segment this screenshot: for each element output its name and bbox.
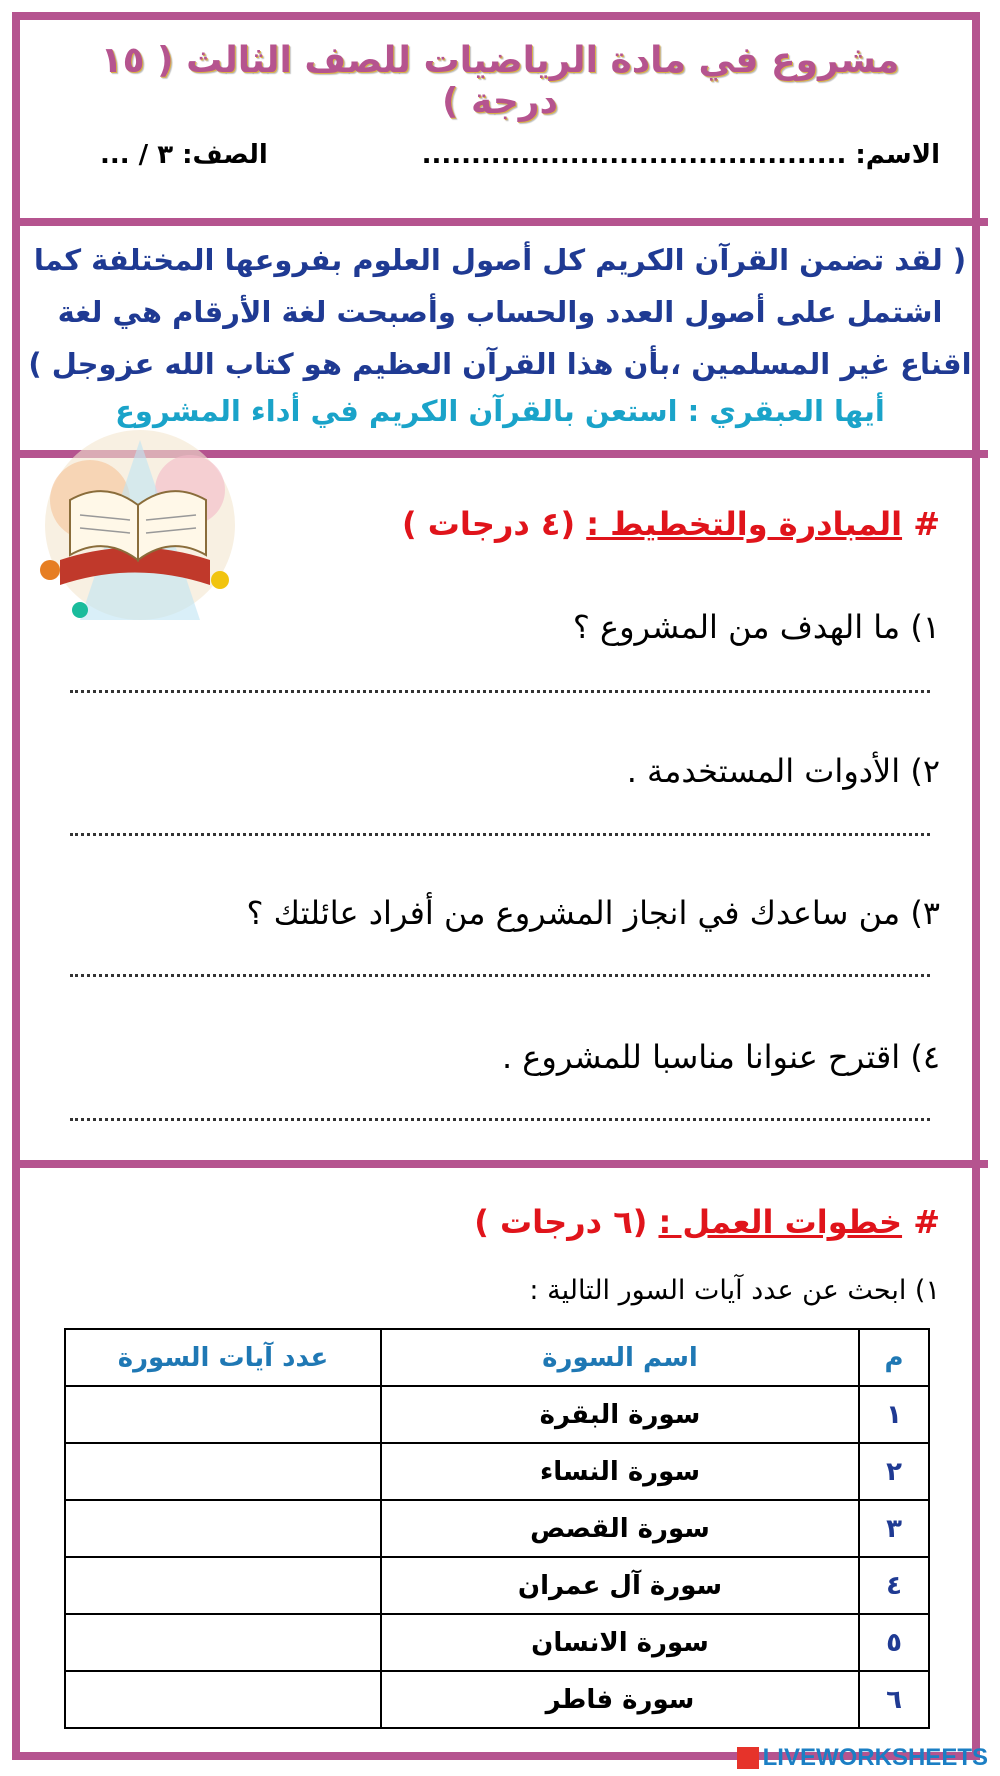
hint-text: أيها العبقري : استعن بالقرآن الكريم في أداء المشروع [115,394,885,428]
divider-section [12,1160,988,1168]
divider-header [12,218,988,226]
sura-name: سورة فاطر [381,1671,859,1728]
verse-count-input[interactable] [65,1500,381,1557]
table-row [65,1557,929,1614]
sura-name: سورة النساء [381,1443,859,1500]
table-row [65,1386,929,1443]
verse-count-input[interactable] [65,1386,381,1443]
verse-count-input[interactable] [65,1443,381,1500]
sura-name: سورة البقرة [381,1386,859,1443]
table-instruction: ١) ابحث عن عدد آيات السور التالية : [529,1275,940,1306]
header-sura-name: اسم السورة [381,1329,859,1386]
row-number: ٣ [859,1500,929,1557]
row-number: ٥ [859,1614,929,1671]
page-title: مشروع في مادة الرياضيات للصف الثالث ( ١٥ درجة ) [100,40,900,122]
table-row [65,1614,929,1671]
table-row [65,1500,929,1557]
row-number: ١ [859,1386,929,1443]
sura-name: سورة الانسان [381,1614,859,1671]
section-steps-heading: # خطوات العمل : (٦ درجات ) [474,1203,940,1241]
row-number: ٤ [859,1557,929,1614]
answer-line-1[interactable] [70,690,930,693]
intro-text: ( لقد تضمن القرآن الكريم كل أصول العلوم بفروعها المختلفة كما اشتمل على أصول العدد والحساب وأصبحت لغة الأرقام هي لغة اقناع غير المسلمين ،بأن هذا القرآن العظيم هو كتاب الله عزوجل ) [28,243,972,381]
logo-text: LIVEWORKSHEETS [762,1744,988,1771]
liveworksheets-logo[interactable] [737,1744,988,1772]
question-2: ٢) الأدوات المستخدمة . [626,752,940,790]
sura-name: سورة آل عمران [381,1557,859,1614]
answer-line-2[interactable] [70,833,930,836]
quran-book-icon [20,420,250,630]
verse-count-input[interactable] [65,1557,381,1614]
table-header-row [65,1329,929,1386]
header-number: م [859,1329,929,1386]
row-number: ٢ [859,1443,929,1500]
question-3: ٣) من ساعدك في انجاز المشروع من أفراد عائلتك ؟ [246,894,940,932]
verse-count-input[interactable] [65,1671,381,1728]
answer-line-4[interactable] [70,1118,930,1121]
section-planning-heading: # المبادرة والتخطيط : (٤ درجات ) [401,505,940,543]
table-row [65,1443,929,1500]
header-verse-count: عدد آيات السورة [65,1329,381,1386]
verse-count-input[interactable] [65,1614,381,1671]
suras-table [64,1328,930,1729]
answer-line-3[interactable] [70,974,930,977]
row-number: ٦ [859,1671,929,1728]
table-row [65,1671,929,1728]
class-field-label: الصف: ٣ / ... [100,140,268,170]
question-4: ٤) اقترح عنوانا مناسبا للمشروع . [501,1038,940,1076]
question-1: ١) ما الهدف من المشروع ؟ [572,608,940,646]
logo-mark-icon [737,1747,759,1769]
sura-name: سورة القصص [381,1500,859,1557]
name-field-label: الاسم: ........................................... [421,140,940,170]
